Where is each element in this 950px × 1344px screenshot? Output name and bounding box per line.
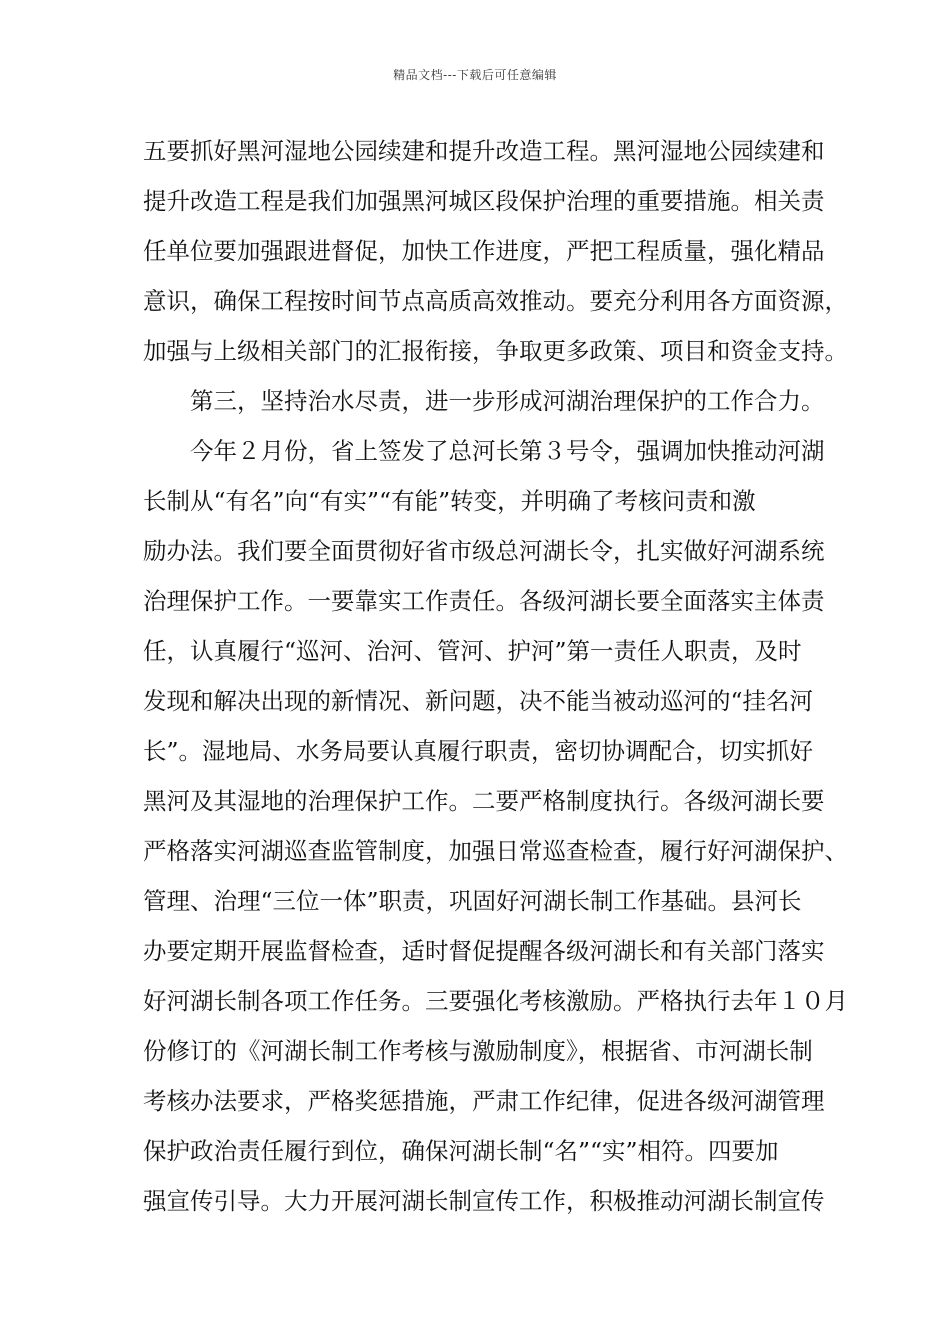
text-line: 意识，确保工程按时间节点高质高效推动。要充分利用各方面资源， xyxy=(143,287,848,315)
text-line: 长制从“有名”向“有实”“有能”转变，并明确了考核问责和激 xyxy=(143,487,756,515)
text-line: 提升改造工程是我们加强黑河城区段保护治理的重要措施。相关责 xyxy=(143,187,825,215)
text-line: 治理保护工作。一要靠实工作责任。各级河湖长要全面落实主体责 xyxy=(143,587,825,615)
text-line: 保护政治责任履行到位，确保河湖长制“名”“实”相符。四要加 xyxy=(143,1137,779,1165)
text-line: 好河湖长制各项工作任务。三要强化考核激励。严格执行去年１０月 xyxy=(143,987,848,1015)
text-line: 长”。湿地局、水务局要认真履行职责，密切协调配合，切实抓好 xyxy=(143,737,814,765)
page-header: 精品文档---下载后可任意编辑 xyxy=(393,68,557,82)
text-line: 强宣传引导。大力开展河湖长制宣传工作，积极推动河湖长制宣传 xyxy=(143,1187,825,1215)
text-line: 任，认真履行“巡河、治河、管河、护河”第一责任人职责，及时 xyxy=(143,637,802,665)
paragraph-start: 今年２月份，省上签发了总河长第３号令，强调加快推动河湖 xyxy=(143,437,825,465)
text-line: 加强与上级相关部门的汇报衔接，争取更多政策、项目和资金支持。 xyxy=(143,337,848,365)
text-line: 发现和解决出现的新情况、新问题，决不能当被动巡河的“挂名河 xyxy=(143,687,814,715)
text-line: 份修订的《河湖长制工作考核与激励制度》，根据省、市河湖长制 xyxy=(143,1037,813,1065)
text-line: 办要定期开展监督检查，适时督促提醒各级河湖长和有关部门落实 xyxy=(143,937,825,965)
text-line: 黑河及其湿地的治理保护工作。二要严格制度执行。各级河湖长要 xyxy=(143,787,825,815)
text-line: 严格落实河湖巡查监管制度，加强日常巡查检查，履行好河湖保护、 xyxy=(143,837,848,865)
text-line: 任单位要加强跟进督促，加快工作进度，严把工程质量，强化精品 xyxy=(143,237,825,265)
text-line: 励办法。我们要全面贯彻好省市级总河湖长令，扎实做好河湖系统 xyxy=(143,537,825,565)
text-line: 考核办法要求，严格奖惩措施，严肃工作纪律，促进各级河湖管理 xyxy=(143,1087,825,1115)
text-line: 管理、治理“三位一体”职责，巩固好河湖长制工作基础。县河长 xyxy=(143,887,802,915)
section-heading: 第三，坚持治水尽责，进一步形成河湖治理保护的工作合力。 xyxy=(143,387,825,415)
document-body xyxy=(143,126,848,1226)
text-line: 五要抓好黑河湿地公园续建和提升改造工程。黑河湿地公园续建和 xyxy=(143,137,825,165)
